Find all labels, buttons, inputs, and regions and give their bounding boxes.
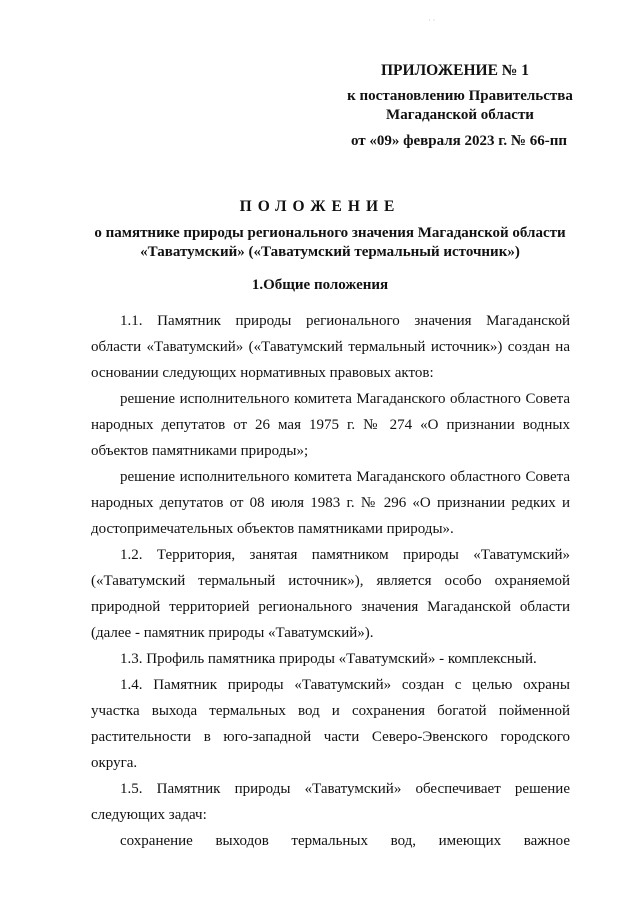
body-line: объектов памятниками природы»;	[91, 443, 309, 459]
body-line: 1.4. Памятник природы «Таватумский» создан с целью охраны	[120, 677, 570, 693]
body-line: 1.3. Профиль памятника природы «Таватумский» - комплексный.	[120, 651, 537, 667]
annex-title: ПРИЛОЖЕНИЕ № 1	[381, 62, 529, 79]
body-line: 1.1. Памятник природы регионального значения Магаданской	[120, 313, 570, 329]
body-line: основании следующих нормативных правовых актов:	[91, 365, 434, 381]
annex-resolution-line: к постановлению Правительства	[347, 88, 573, 104]
body-line: народных депутатов от 26 мая 1975 г. № 274 «О признании водных	[91, 417, 570, 433]
body-line: области «Таватумский» («Таватумский термальный источник») создан на	[91, 339, 570, 355]
annex-region-line: Магаданской области	[386, 107, 534, 123]
body-line: участка выхода термальных вод и сохранения богатой пойменной	[91, 703, 570, 719]
body-line: 1.2. Территория, занятая памятником природы «Таватумский»	[120, 547, 570, 563]
scan-artifact: ˙ ˙	[428, 18, 436, 27]
body-line: решение исполнительного комитета Магаданского областного Совета	[120, 469, 570, 485]
section-title: 1.Общие положения	[251, 277, 389, 293]
body-line: сохранение выходов термальных вод, имеющих важное	[120, 833, 570, 849]
body-line: природной территорией регионального значения Магаданской области	[91, 599, 570, 615]
body-line: достопримечательных объектов памятниками природы».	[91, 521, 454, 537]
document-subtitle-line-2: «Таватумский» («Таватумский термальный источник»)	[140, 244, 520, 260]
body-line: народных депутатов от 08 июля 1983 г. № 296 «О признании редких и	[91, 495, 570, 511]
document-heading: ПОЛОЖЕНИЕ	[239, 198, 401, 215]
body-line: следующих задач:	[91, 807, 207, 823]
body-line: 1.5. Памятник природы «Таватумский» обеспечивает решение	[120, 781, 570, 797]
document-subtitle-line-1: о памятнике природы регионального значения Магаданской области	[94, 225, 566, 241]
body-line: решение исполнительного комитета Магаданского областного Совета	[120, 391, 570, 407]
document-body	[91, 308, 570, 854]
body-line: растительности в юго-западной части Северо-Эвенского городского	[91, 729, 570, 745]
body-line: (далее - памятник природы «Таватумский»).	[91, 625, 374, 641]
body-line: («Таватумский термальный источник»), является особо охраняемой	[91, 573, 570, 589]
annex-date-line: от «09» февраля 2023 г. № 66-пп	[350, 133, 568, 149]
body-line: округа.	[91, 755, 138, 771]
